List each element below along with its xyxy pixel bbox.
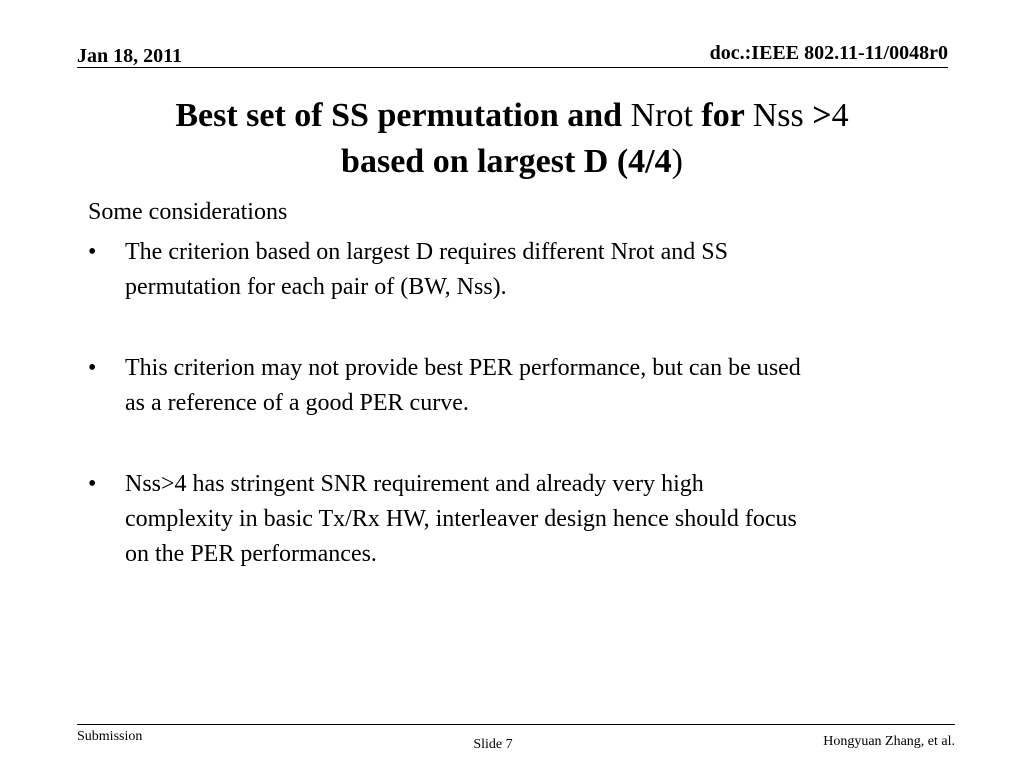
title-line-2 [40, 139, 984, 185]
title-segment: > [812, 97, 832, 134]
slide-title [40, 93, 984, 185]
title-segment: based on largest D (4/4 [341, 143, 672, 180]
bullet-line: as a reference of a good PER curve. [125, 390, 469, 416]
footer-slide-number: Slide 7 [473, 737, 513, 752]
slide-body [88, 195, 968, 572]
bullet-marker: • [88, 239, 97, 265]
bullet-line: Nss>4 has stringent SNR requirement and already very high [125, 471, 704, 497]
header-date: Jan 18, 2011 [77, 45, 183, 67]
bullet-item [88, 467, 968, 572]
title-segment: 4 [831, 97, 849, 134]
bullet-item [88, 351, 968, 421]
bullet-marker: • [88, 355, 97, 381]
title-segment: Best set of SS permutation and [175, 97, 631, 134]
header-doc-id: doc.:IEEE 802.11-11/0048r0 [709, 42, 948, 64]
footer-submission: Submission [77, 729, 143, 744]
bullet-item [88, 235, 968, 305]
title-segment: Nss [752, 97, 813, 134]
bullet-line: complexity in basic Tx/Rx HW, interleaver design hence should focus [125, 506, 797, 532]
body-intro: Some considerations [88, 199, 288, 225]
bullet-line: This criterion may not provide best PER performance, but can be used [125, 355, 801, 381]
title-line-1 [40, 93, 984, 139]
bullet-line: permutation for each pair of (BW, Nss). [125, 274, 507, 300]
bullet-marker: • [88, 471, 97, 497]
title-segment: ) [671, 143, 683, 180]
bullet-line: on the PER performances. [125, 541, 377, 567]
title-segment: Nrot [630, 97, 693, 134]
footer-author: Hongyuan Zhang, et al. [823, 734, 955, 749]
footer-divider [77, 724, 955, 725]
title-segment: for [692, 97, 753, 134]
header-divider [77, 67, 948, 68]
bullet-line: The criterion based on largest D requires different Nrot and SS [125, 239, 728, 265]
